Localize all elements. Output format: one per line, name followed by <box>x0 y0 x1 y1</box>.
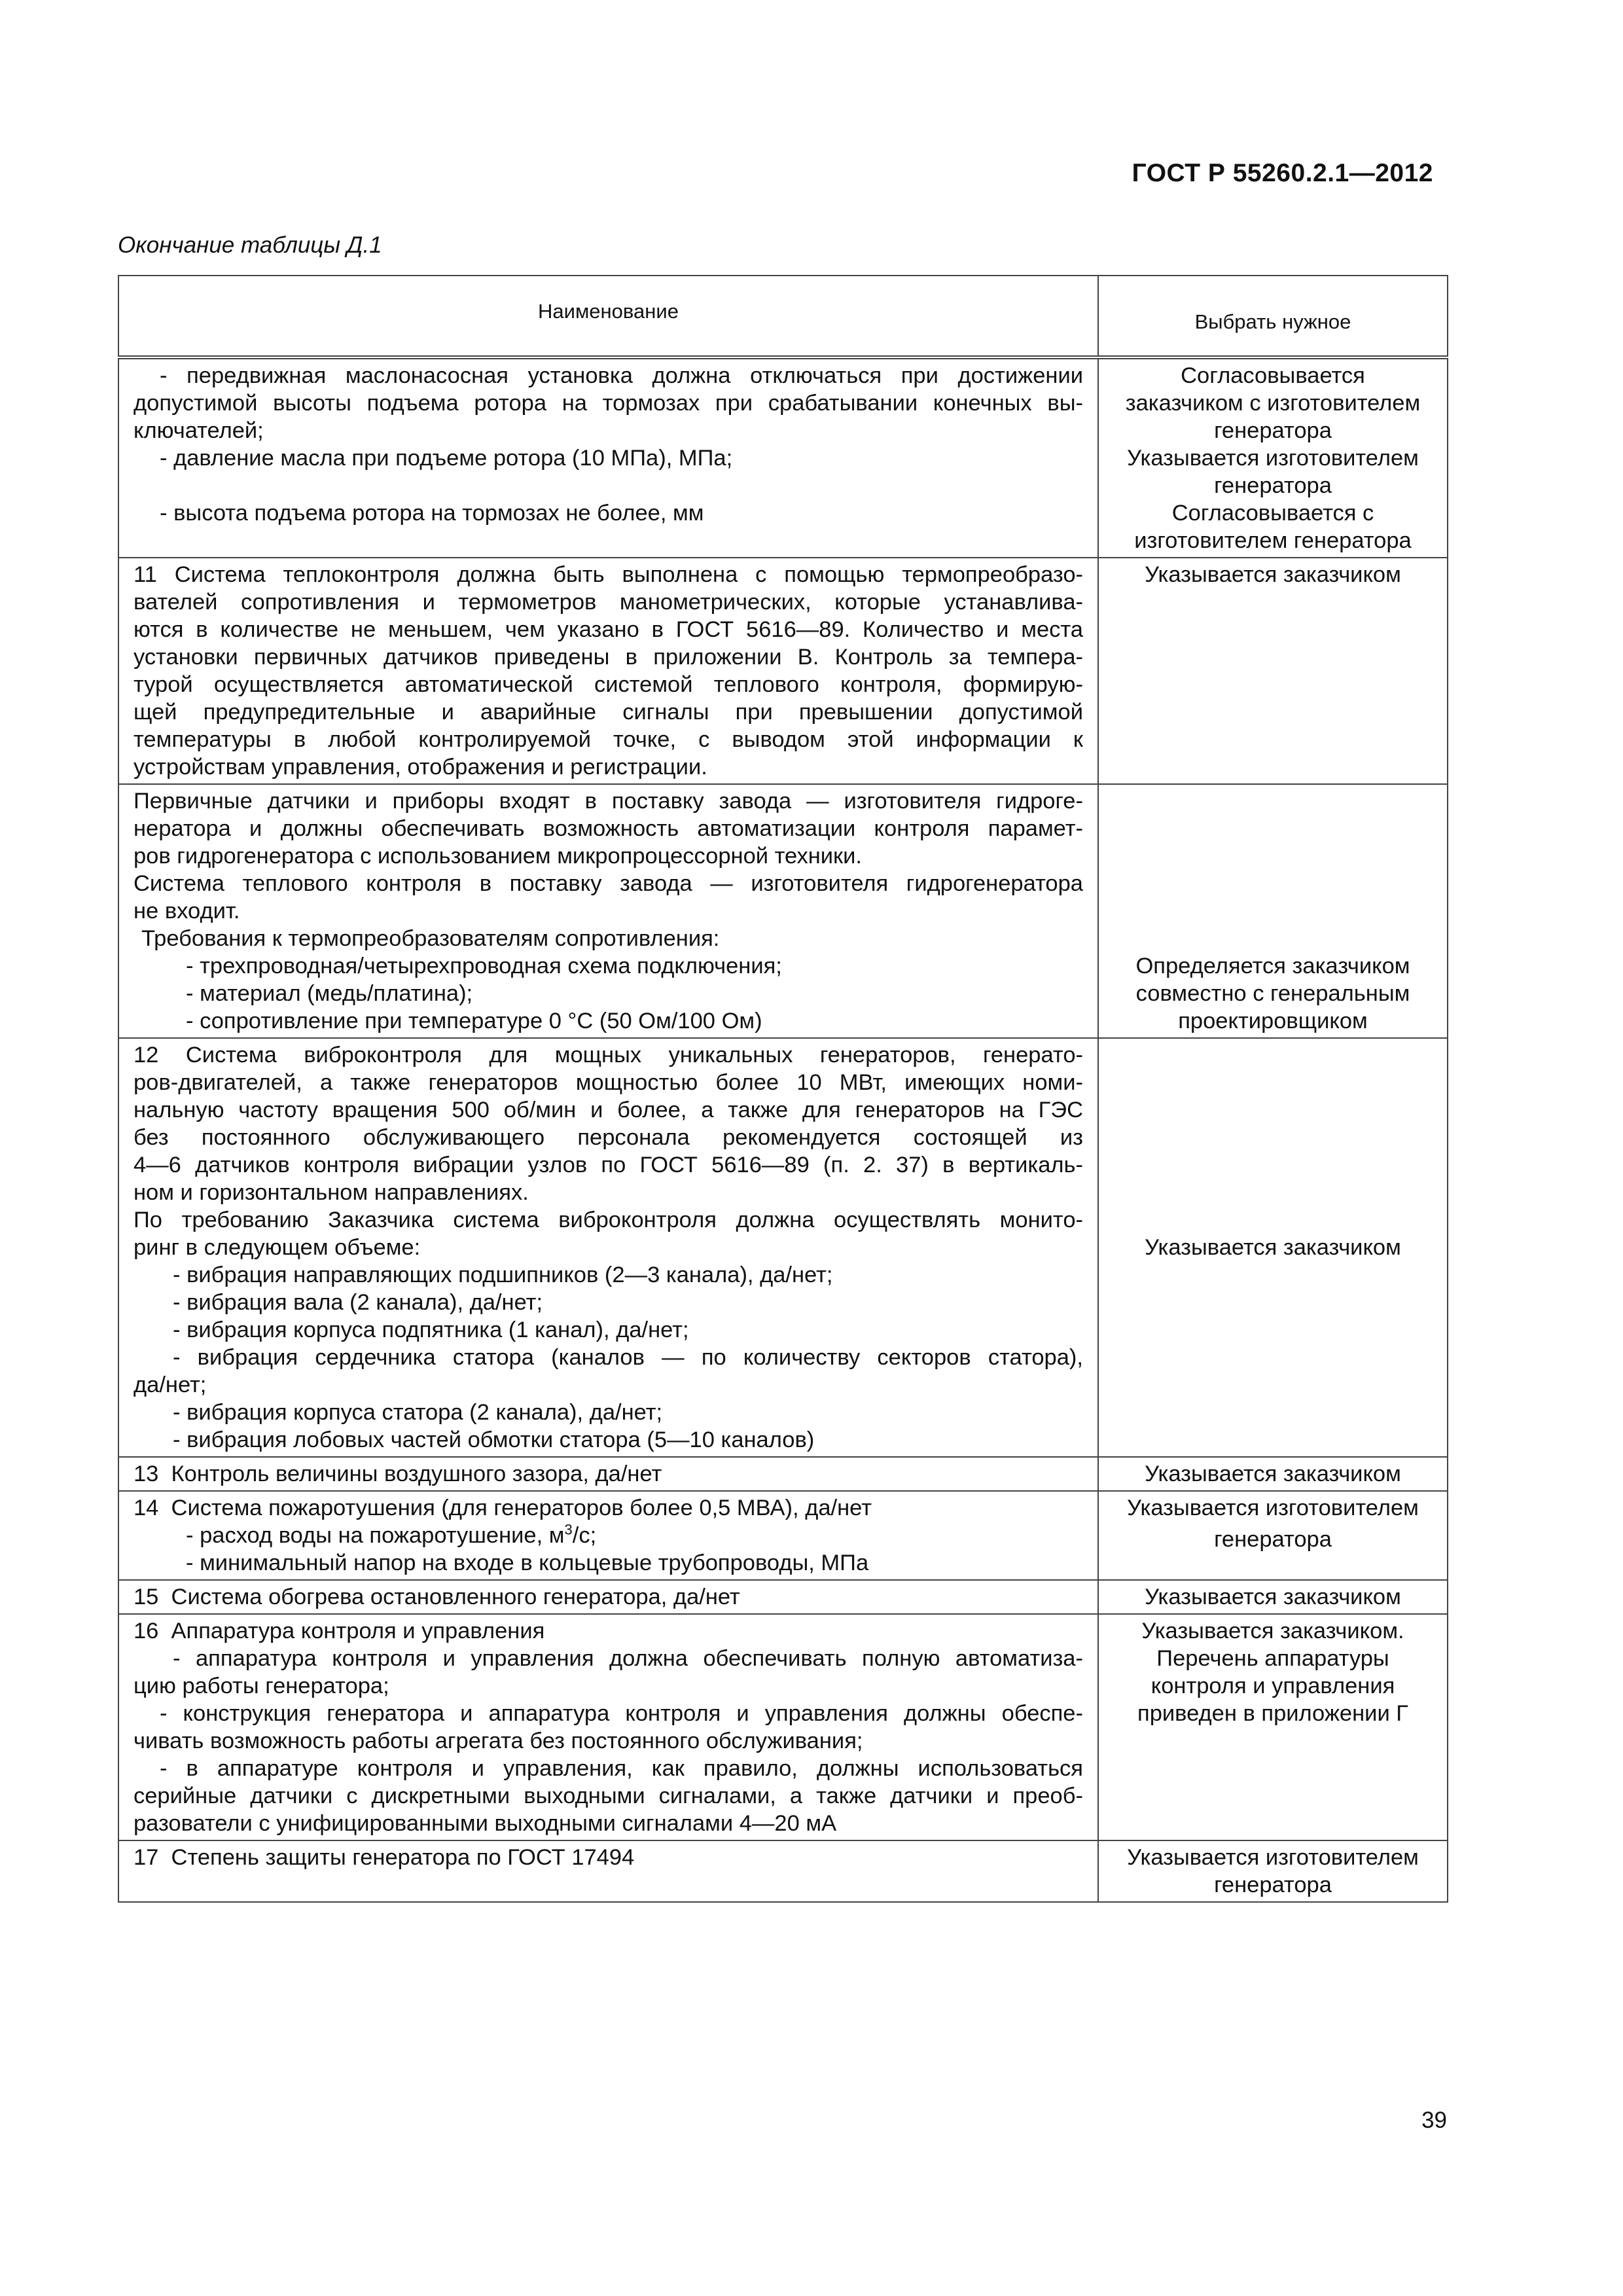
text-line: - сопротивление при температуре 0 °С (50 Ом/100 Ом) <box>186 1009 762 1033</box>
row-description <box>118 558 1098 784</box>
row-choice <box>1098 357 1448 558</box>
text-line: 14 Система пожаротушения (для генераторов более 0,5 МВА), да/нет <box>134 1496 872 1520</box>
text-line: Требования к термопреобразователям сопротивления: <box>141 926 720 951</box>
text-line: - высота подъема ротора на тормозах не более, мм <box>160 501 704 526</box>
row-choice <box>1098 1614 1448 1840</box>
text-line: - минимальный напор на входе в кольцевые трубопроводы, МПа <box>186 1551 869 1575</box>
choice-line: Согласовывается с <box>1171 501 1374 526</box>
text-line: 17 Степень защиты генератора по ГОСТ 17494 <box>134 1845 635 1870</box>
choice-line: Указывается изготовителем <box>1127 1496 1419 1520</box>
row-choice <box>1098 1580 1448 1614</box>
text-line: 12 Система виброконтроля для мощных уникальных генераторов, генерато- <box>134 1043 1083 1067</box>
table-row <box>118 1840 1448 1902</box>
row-choice <box>1098 1038 1448 1457</box>
text-line: - давление масла при подъеме ротора (10 МПа), МПа; <box>160 446 733 471</box>
text-line: - вибрация сердечника статора (каналов — по количеству секторов статора), <box>173 1345 1083 1370</box>
text-line: вателей сопротивления и термометров манометрических, которые устанавлива- <box>134 590 1083 615</box>
choice-line: приведен в приложении Г <box>1137 1701 1408 1726</box>
row-description <box>118 1457 1098 1491</box>
text-line: 16 Аппаратура контроля и управления <box>134 1619 545 1643</box>
choice-line: совместно с генеральным <box>1135 981 1410 1006</box>
text-line: - вибрация корпуса статора (2 канала), да/нет; <box>173 1400 663 1425</box>
choice-line: Указывается заказчиком. <box>1141 1619 1404 1643</box>
table-header-row <box>118 276 1448 357</box>
text-line: ров гидрогенератора с использованием микропроцессорной техники. <box>134 844 863 869</box>
column-header-name: Наименование <box>118 276 1098 357</box>
table-row <box>118 1038 1448 1457</box>
text-line: 11 Система теплоконтроля должна быть выполнена с помощью термопреобразо- <box>134 562 1083 587</box>
row-choice <box>1098 558 1448 784</box>
text-line: - аппаратура контроля и управления должна обеспечивать полную автоматиза- <box>173 1646 1083 1671</box>
row-description <box>118 784 1098 1038</box>
text-line: - вибрация направляющих подшипников (2—3 канала), да/нет; <box>173 1263 833 1287</box>
text-line: - вибрация лобовых частей обмотки статора (5—10 каналов) <box>173 1427 815 1452</box>
choice-line: Указывается заказчиком <box>1145 1462 1401 1486</box>
text-fragment: /с; <box>572 1523 597 1548</box>
text-line: 15 Система обогрева остановленного генератора, да/нет <box>134 1585 740 1609</box>
text-line: турой осуществляется автоматической системой теплового контроля, формирую- <box>134 672 1083 697</box>
text-line: устройствам управления, отображения и регистрации. <box>134 755 707 780</box>
choice-line: Согласовывается <box>1181 363 1365 388</box>
unit-superscript: 3 <box>564 1521 573 1538</box>
text-line: - вибрация вала (2 канала), да/нет; <box>173 1290 543 1315</box>
text-line: - трехпроводная/четырехпроводная схема подключения; <box>186 954 782 978</box>
page-number: 39 <box>1421 2108 1447 2133</box>
text-line: 4—6 датчиков контроля вибрации узлов по ГОСТ 5616—89 (п. 2. 37) в вертикаль- <box>134 1153 1083 1177</box>
choice-line: заказчиком с изготовителем <box>1125 391 1421 416</box>
table-row <box>118 558 1448 784</box>
row-choice <box>1098 1840 1448 1902</box>
text-line: нальную частоту вращения 500 об/мин и более, а также для генераторов на ГЭС <box>134 1098 1083 1122</box>
table-row <box>118 1614 1448 1840</box>
choice-line: Указывается изготовителем <box>1127 1845 1419 1870</box>
row-description <box>118 357 1098 558</box>
text-line: чивать возможность работы агрегата без постоянного обслуживания; <box>134 1729 863 1753</box>
column-header-choose: Выбрать нужное <box>1098 276 1448 357</box>
text-line: ключателей; <box>134 418 264 443</box>
row-description <box>118 1614 1098 1840</box>
text-line: - конструкция генератора и аппаратура контроля и управления должны обеспе- <box>160 1701 1083 1726</box>
text-line: - передвижная маслонасосная установка должна отключаться при достижении <box>160 363 1083 388</box>
choice-line: генератора <box>1214 1873 1332 1897</box>
row-choice <box>1098 1491 1448 1580</box>
choice-line: Указывается изготовителем <box>1127 446 1419 471</box>
row-description <box>118 1491 1098 1580</box>
table-row <box>118 1457 1448 1491</box>
text-line: 13 Контроль величины воздушного зазора, да/нет <box>134 1462 662 1486</box>
row-choice <box>1098 784 1448 1038</box>
text-line: разователи с унифицированными выходными сигналами 4—20 мА <box>134 1811 837 1836</box>
text-line: Система теплового контроля в поставку завода — изготовителя гидрогенератора <box>134 871 1083 896</box>
text-line: Первичные датчики и приборы входят в поставку завода — изготовителя гидроге- <box>134 789 1083 814</box>
choice-line: генератора <box>1214 473 1332 498</box>
text-line: цию работы генератора; <box>134 1674 389 1698</box>
text-line: ров-двигателей, а также генераторов мощностью более 10 МВт, имеющих номи- <box>134 1070 1083 1095</box>
text-line: ются в количестве не меньшем, чем указано в ГОСТ 5616—89. Количество и места <box>134 617 1083 642</box>
text-fragment: - расход воды на пожаротушение, м <box>186 1523 565 1548</box>
choice-line: Указывается заказчиком <box>1145 1235 1401 1260</box>
row-description <box>118 1580 1098 1614</box>
text-line: - вибрация корпуса подпятника (1 канал), да/нет; <box>173 1318 689 1342</box>
row-choice <box>1098 1457 1448 1491</box>
choice-line: Перечень аппаратуры <box>1156 1646 1389 1671</box>
blank-line <box>134 472 1083 499</box>
text-line: По требованию Заказчика система виброконтроля должна осуществлять монито- <box>134 1208 1083 1232</box>
text-line: - материал (медь/платина); <box>186 981 473 1006</box>
text-line: ринг в следующем объеме: <box>134 1235 421 1260</box>
text-line: ном и горизонтальном направлениях. <box>134 1180 529 1205</box>
text-line: не входит. <box>134 899 240 924</box>
text-line: щей предупредительные и аварийные сигналы при превышении допустимой <box>134 700 1083 725</box>
table-row <box>118 784 1448 1038</box>
choice-line: Определяется заказчиком <box>1135 954 1410 978</box>
choice-line: генератора <box>1214 1527 1332 1552</box>
text-line: серийные датчики с дискретными выходными сигналами, а также датчики и преоб- <box>134 1784 1083 1808</box>
text-line: установки первичных датчиков приведены в приложении В. Контроль за темпера- <box>134 645 1083 670</box>
text-line: - в аппаратуре контроля и управления, как правило, должны использоваться <box>160 1756 1083 1781</box>
text-line: допустимой высоты подъема ротора на тормозах при срабатывании конечных вы- <box>134 391 1083 416</box>
row-description <box>118 1840 1098 1902</box>
text-line: нератора и должны обеспечивать возможность автоматизации контроля парамет- <box>134 816 1083 841</box>
table-row <box>118 1580 1448 1614</box>
choice-line: Указывается заказчиком <box>1145 1585 1401 1609</box>
table-row <box>118 1491 1448 1580</box>
document-id: ГОСТ Р 55260.2.1—2012 <box>1132 159 1433 187</box>
table-row <box>118 357 1448 558</box>
text-line: температуры в любой контролируемой точке, с выводом этой информации к <box>134 727 1083 752</box>
choice-line: проектировщиком <box>1178 1009 1368 1033</box>
requirements-table <box>118 275 1448 1903</box>
text-line: без постоянного обслуживающего персонала рекомендуется состоящей из <box>134 1125 1083 1150</box>
table-caption: Окончание таблицы Д.1 <box>118 232 382 258</box>
row-description <box>118 1038 1098 1457</box>
choice-line: генератора <box>1214 418 1332 443</box>
text-line <box>134 1522 1083 1549</box>
choice-line: контроля и управления <box>1150 1674 1395 1698</box>
choice-line: Указывается заказчиком <box>1145 562 1401 587</box>
text-line: да/нет; <box>134 1372 207 1397</box>
choice-line: изготовителем генератора <box>1134 528 1412 553</box>
